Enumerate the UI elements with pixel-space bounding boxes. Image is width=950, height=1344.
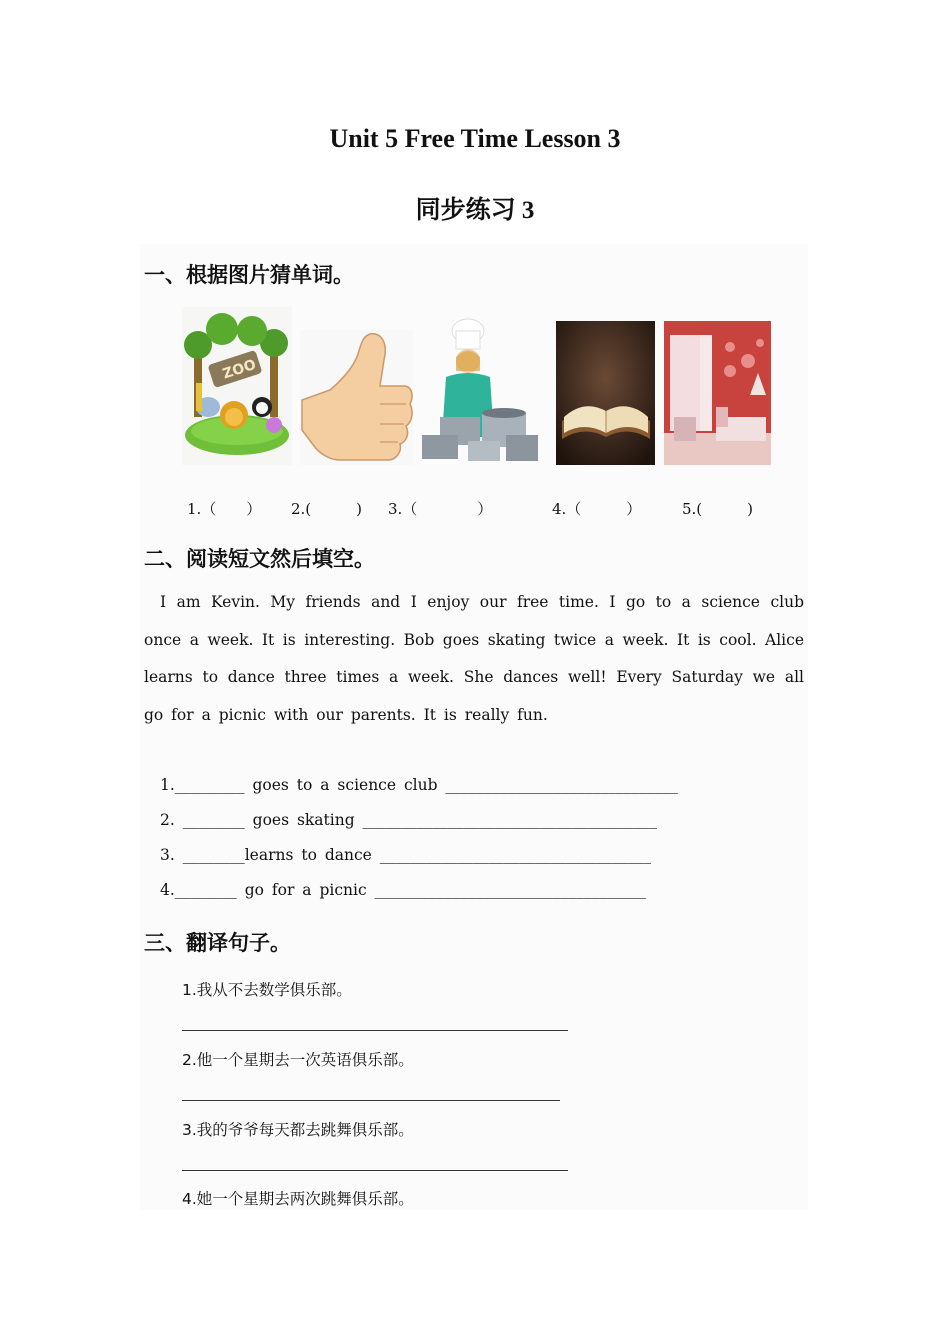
fill-item-3: 3. ________learns to dance ___________________________________ (160, 846, 652, 864)
reading-passage (144, 584, 804, 734)
translate-item-3: 3.我的爷爷每天都去跳舞俱乐部。 (182, 1121, 414, 1139)
section1-heading: 一、根据图片猜单词。 (144, 263, 354, 287)
answer-line-2 (182, 1100, 560, 1101)
worksheet-title: Unit 5 Free Time Lesson 3 (329, 124, 621, 153)
answer-label-5: 5.( ) (682, 500, 754, 518)
answer-label-1: 1.（ ） (187, 500, 262, 518)
translate-item-1: 1.我从不去数学俱乐部。 (182, 981, 352, 999)
fill-item-2: 2. ________ goes skating ______________________________________ (160, 811, 658, 829)
zoo-picture (182, 307, 292, 465)
section2-heading: 二、阅读短文然后填空。 (144, 547, 375, 571)
fill-item-1: 1._________ goes to a science club ______________________________ (160, 776, 678, 794)
fill-item-4: 4.________ go for a picnic ___________________________________ (160, 881, 646, 899)
chef-picture (420, 317, 540, 465)
picture-answer-labels (0, 498, 950, 518)
passage-text: I am Kevin. My friends and I enjoy our free time. I go to a science club once a week. It is interesting. Bob goes skating twice a week. It is cool. Alice learns to dance three times a week. She dances well! Every Saturday we all go for a picnic with our parents. It is really fun. (144, 593, 804, 724)
book-picture (556, 321, 655, 465)
answer-label-4: 4.（ ） (552, 500, 642, 518)
answer-line-1 (182, 1030, 568, 1031)
answer-label-2: 2.( ) (291, 500, 363, 518)
translate-item-4: 4.她一个星期去两次跳舞俱乐部。 (182, 1190, 414, 1208)
answer-line-3 (182, 1170, 568, 1171)
bedroom-picture (664, 321, 771, 465)
answer-label-3: 3.（ ） (388, 500, 493, 518)
section3-heading: 三、翻译句子。 (144, 931, 291, 955)
worksheet-subtitle: 同步练习 3 (415, 197, 535, 224)
thumbs-up-picture (300, 330, 413, 465)
translate-item-2: 2.他一个星期去一次英语俱乐部。 (182, 1051, 414, 1069)
svg-text:ZOO: ZOO (220, 356, 259, 383)
